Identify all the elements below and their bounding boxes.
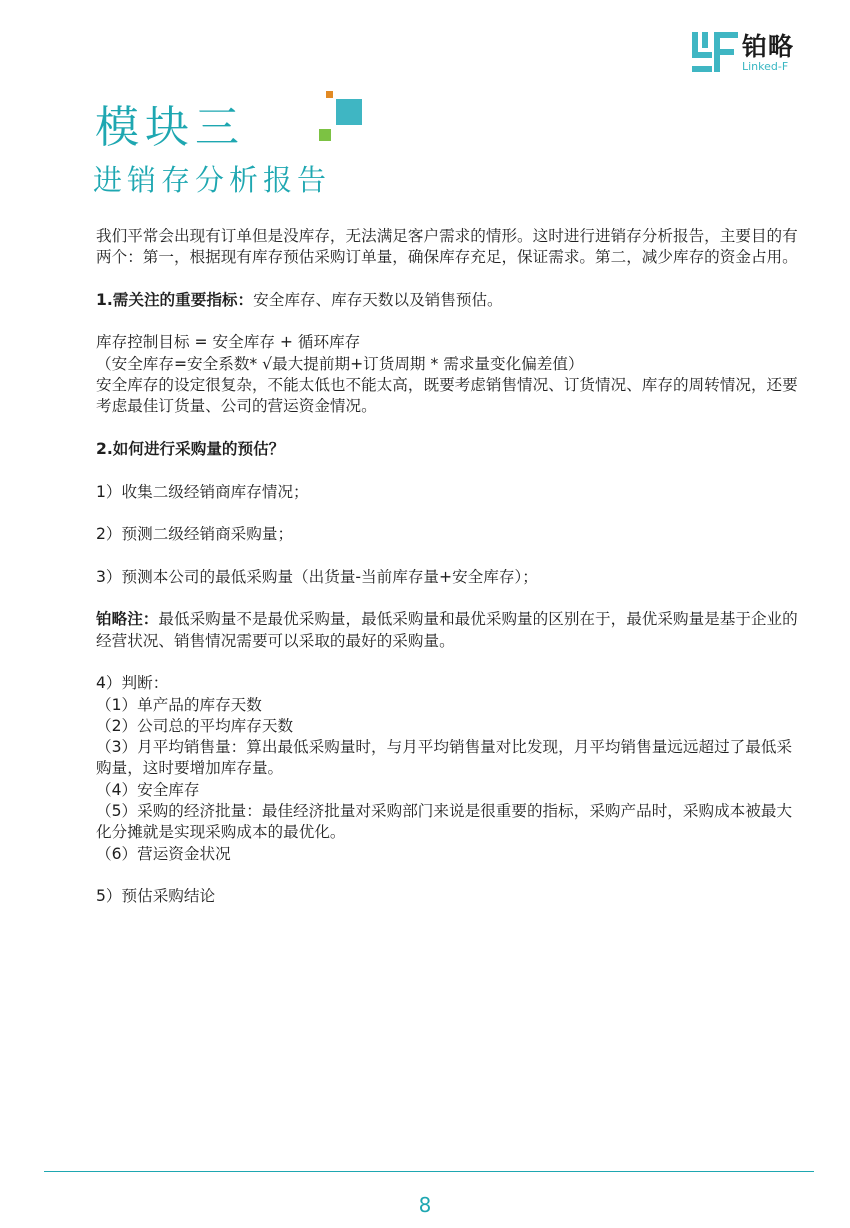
brand-note [96, 609, 806, 652]
formula-line-1: 库存控制目标 = 安全库存 + 循环库存 [96, 333, 361, 352]
document-body [96, 226, 806, 908]
intro-paragraph: 我们平常会出现有订单但是没库存，无法满足客户需求的情形。这时进行进销存分析报告，主要目的有两个：第一，根据现有库存预估采购订单量，确保库存充足，保证需求。第二，减少库存的资金占用。 [96, 227, 798, 267]
brand-name-cn: 铂略 [742, 32, 795, 61]
step-1: 1）收集二级经销商库存情况； [96, 482, 309, 501]
section-1-text: 安全库存、库存天数以及销售预估。 [253, 290, 503, 309]
section-2-heading: 2.如何进行采购量的预估？ [96, 439, 285, 458]
brand-name-en: Linked-F [742, 60, 789, 73]
decorative-square-orange [326, 91, 333, 98]
step-2: 2）预测二级经销商采购量； [96, 525, 294, 544]
brand-note-label: 铂略注： [96, 610, 159, 629]
footer-divider [44, 1171, 814, 1172]
brand-logo [692, 32, 812, 74]
decorative-square-teal [336, 99, 362, 125]
module-subtitle: 进销存分析报告 [93, 163, 332, 197]
module-title: 模块三 [95, 102, 245, 153]
section-1-heading: 1.需关注的重要指标： [96, 290, 254, 309]
judge-item: （3）月平均销售量：算出最低采购量时，与月平均销售量对比发现，月平均销售量远远超过了最低采购量，这时要增加库存量。 [96, 738, 793, 778]
formula-line-2: （安全库存=安全系数* √最大提前期+订货周期 * 需求量变化偏差值） [96, 354, 584, 373]
judge-item: （2）公司总的平均库存天数 [96, 716, 294, 735]
step-3: 3）预测本公司的最低采购量（出货量-当前库存量+安全库存）； [96, 567, 538, 586]
step-5: 5）预估采购结论 [96, 887, 216, 906]
judge-item: （1）单产品的库存天数 [96, 695, 262, 714]
section-1 [96, 290, 806, 311]
judge-item: （5）采购的经济批量：最佳经济批量对采购部门来说是很重要的指标，采购产品时，采购成本被最大化分摊就是实现采购成本的最优化。 [96, 802, 793, 842]
linked-f-logo-icon [692, 32, 738, 72]
judge-item: （6）营运资金状况 [96, 844, 231, 863]
judge-item: （4）安全库存 [96, 780, 200, 799]
safety-stock-note: 安全库存的设定很复杂，不能太低也不能太高，既要考虑销售情况、订货情况、库存的周转情况，还要考虑最佳订货量、公司的营运资金情况。 [96, 376, 798, 416]
decorative-square-green [319, 129, 331, 141]
step-4: 4）判断： [96, 674, 169, 693]
page-number: 8 [418, 1193, 432, 1217]
brand-note-text: 最低采购量不是最优采购量，最低采购量和最优采购量的区别在于，最优采购量是基于企业的经营状况、销售情况需要可以采取的最好的采购量。 [96, 610, 798, 650]
